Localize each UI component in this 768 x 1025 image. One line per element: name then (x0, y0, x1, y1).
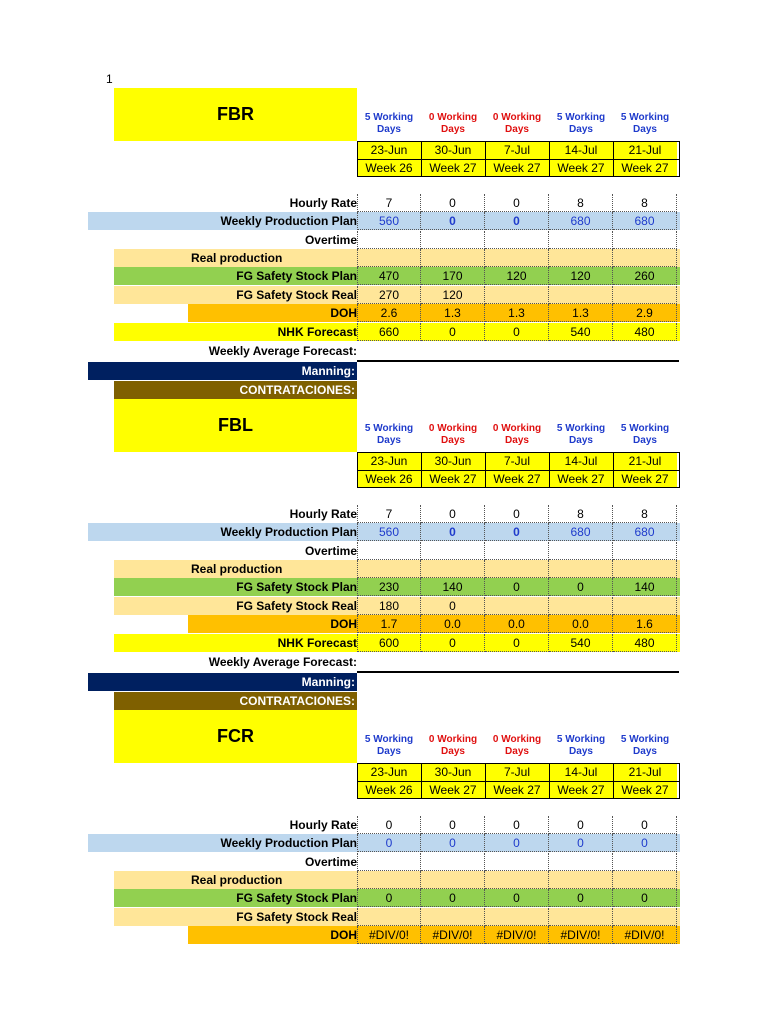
section-title: FBL (114, 399, 357, 452)
working-days-header: 5 Working Days (620, 734, 670, 757)
week-cell[interactable]: Week 27 (421, 159, 485, 177)
fg-safety-stock-real-cell[interactable] (357, 908, 421, 926)
real-production-cell[interactable] (357, 871, 421, 889)
real-production-cell[interactable] (613, 249, 677, 267)
doh-cell[interactable]: 1.6 (613, 615, 677, 633)
header-divider (613, 452, 614, 488)
hourly-rate-cell[interactable]: 7 (357, 194, 421, 212)
date-cell[interactable]: 14-Jul (549, 452, 613, 470)
week-cell[interactable]: Week 27 (613, 470, 677, 488)
fg-safety-stock-real-label: FG Safety Stock Real (236, 288, 357, 302)
working-days-header: 0 Working Days (428, 734, 478, 757)
overtime-cell[interactable] (485, 542, 549, 560)
hourly-rate-label: Hourly Rate (289, 507, 357, 521)
fg-safety-stock-real-cell[interactable] (485, 908, 549, 926)
nhk-forecast-cell[interactable]: 540 (549, 323, 613, 341)
section-title: FBR (114, 88, 357, 141)
overtime-cell[interactable] (421, 542, 485, 560)
weekly-production-plan-cell[interactable]: 0 (485, 523, 549, 541)
working-days-header: 5 Working Days (556, 112, 606, 135)
header-divider (613, 141, 614, 177)
fg-safety-stock-plan-cell[interactable]: 170 (421, 267, 485, 285)
weekly-production-plan-label: Weekly Production Plan (220, 836, 357, 850)
doh-cell[interactable]: 1.3 (421, 304, 485, 322)
week-cell[interactable]: Week 27 (421, 781, 485, 799)
weekly-production-plan-cell[interactable]: 0 (485, 212, 549, 230)
hourly-rate-cell[interactable]: 8 (613, 505, 677, 523)
working-days-header: 5 Working Days (620, 112, 670, 135)
nhk-forecast-cell[interactable]: 600 (357, 634, 421, 652)
nhk-forecast-cell[interactable]: 0 (485, 634, 549, 652)
weekly-production-plan-cell[interactable]: 0 (613, 834, 677, 852)
hourly-rate-cell[interactable]: 0 (485, 194, 549, 212)
weekly-production-plan-cell[interactable]: 560 (357, 523, 421, 541)
date-cell[interactable]: 14-Jul (549, 763, 613, 781)
week-cell[interactable]: Week 27 (549, 781, 613, 799)
hourly-rate-cell[interactable]: 0 (549, 816, 613, 834)
section-fbl (0, 399, 768, 714)
working-days-header: 5 Working Days (620, 423, 670, 446)
weekly-production-plan-cell[interactable]: 560 (357, 212, 421, 230)
real-production-label: Real production (191, 562, 283, 576)
overtime-cell[interactable] (549, 542, 613, 560)
doh-label: DOH (330, 928, 357, 942)
real-production-cell[interactable] (357, 249, 421, 267)
page-number: 1 (106, 72, 113, 86)
hourly-rate-cell[interactable]: 7 (357, 505, 421, 523)
fg-safety-stock-plan-cell[interactable]: 260 (613, 267, 677, 285)
fg-safety-stock-plan-cell[interactable]: 0 (357, 889, 421, 907)
fg-safety-stock-plan-cell[interactable]: 0 (549, 889, 613, 907)
overtime-cell[interactable] (357, 231, 421, 249)
working-days-header: 0 Working Days (428, 423, 478, 446)
real-production-cell[interactable] (549, 871, 613, 889)
fg-safety-stock-plan-cell[interactable]: 0 (421, 889, 485, 907)
weekly-production-plan-cell[interactable]: 680 (549, 212, 613, 230)
header-divider (485, 763, 486, 799)
doh-cell[interactable]: 1.3 (549, 304, 613, 322)
week-cell[interactable]: Week 26 (357, 159, 421, 177)
hourly-rate-label: Hourly Rate (289, 196, 357, 210)
overtime-cell[interactable] (357, 542, 421, 560)
header-divider (421, 452, 422, 488)
fg-safety-stock-plan-cell[interactable]: 470 (357, 267, 421, 285)
nhk-forecast-label: NHK Forecast (277, 325, 357, 339)
doh-cell[interactable]: 1.3 (485, 304, 549, 322)
week-cell[interactable]: Week 26 (357, 470, 421, 488)
overtime-cell[interactable] (485, 231, 549, 249)
weekly-production-plan-cell[interactable]: 680 (549, 523, 613, 541)
weekly-production-plan-cell[interactable]: 0 (421, 834, 485, 852)
nhk-forecast-cell[interactable]: 0 (421, 634, 485, 652)
week-cell[interactable]: Week 26 (357, 781, 421, 799)
fg-safety-stock-real-cell[interactable] (549, 908, 613, 926)
fg-safety-stock-real-cell[interactable] (613, 597, 677, 615)
weekly-production-plan-cell[interactable]: 0 (549, 834, 613, 852)
real-production-label: Real production (191, 251, 283, 265)
weekly-production-plan-cell[interactable]: 680 (613, 523, 677, 541)
week-cell[interactable]: Week 27 (421, 470, 485, 488)
doh-cell[interactable]: 1.7 (357, 615, 421, 633)
date-cell[interactable]: 23-Jun (357, 141, 421, 159)
date-cell[interactable]: 30-Jun (421, 763, 485, 781)
forecast-underline (357, 671, 679, 673)
nhk-forecast-cell[interactable]: 0 (485, 323, 549, 341)
fg-safety-stock-plan-cell[interactable]: 230 (357, 578, 421, 596)
doh-cell[interactable]: 2.6 (357, 304, 421, 322)
fg-safety-stock-real-cell[interactable] (613, 908, 677, 926)
header-divider (613, 763, 614, 799)
fg-safety-stock-real-label: FG Safety Stock Real (236, 599, 357, 613)
real-production-cell[interactable] (421, 249, 485, 267)
overtime-cell[interactable] (549, 231, 613, 249)
date-cell[interactable]: 23-Jun (357, 763, 421, 781)
fg-safety-stock-plan-cell[interactable]: 140 (613, 578, 677, 596)
doh-cell[interactable]: #DIV/0! (613, 926, 677, 944)
hourly-rate-cell[interactable]: 8 (613, 194, 677, 212)
weekly-production-plan-label: Weekly Production Plan (220, 214, 357, 228)
weekly-production-plan-label: Weekly Production Plan (220, 525, 357, 539)
nhk-forecast-cell[interactable]: 540 (549, 634, 613, 652)
fg-safety-stock-real-label: FG Safety Stock Real (236, 910, 357, 924)
doh-label: DOH (330, 306, 357, 320)
date-cell[interactable]: 23-Jun (357, 452, 421, 470)
working-days-header: 0 Working Days (428, 112, 478, 135)
real-production-cell[interactable] (549, 560, 613, 578)
week-cell[interactable]: Week 27 (485, 470, 549, 488)
date-cell[interactable]: 7-Jul (485, 141, 549, 159)
date-cell[interactable]: 30-Jun (421, 452, 485, 470)
fg-safety-stock-plan-label: FG Safety Stock Plan (236, 891, 357, 905)
doh-cell[interactable]: 0.0 (549, 615, 613, 633)
working-days-header: 0 Working Days (492, 734, 542, 757)
working-days-header: 5 Working Days (364, 112, 414, 135)
fg-safety-stock-plan-cell[interactable]: 120 (549, 267, 613, 285)
real-production-cell[interactable] (613, 871, 677, 889)
date-cell[interactable]: 21-Jul (613, 763, 677, 781)
fg-safety-stock-plan-cell[interactable]: 0 (485, 889, 549, 907)
manning-label: Manning: (88, 673, 357, 691)
overtime-cell[interactable] (613, 853, 677, 871)
overtime-cell[interactable] (613, 542, 677, 560)
header-divider (485, 141, 486, 177)
overtime-label: Overtime (304, 855, 357, 869)
weekly-production-plan-cell[interactable]: 0 (421, 523, 485, 541)
fg-safety-stock-real-cell[interactable] (485, 286, 549, 304)
header-divider (549, 763, 550, 799)
hourly-rate-label: Hourly Rate (289, 818, 357, 832)
nhk-forecast-cell[interactable]: 660 (357, 323, 421, 341)
overtime-label: Overtime (304, 544, 357, 558)
week-cell[interactable]: Week 27 (485, 781, 549, 799)
working-days-header: 5 Working Days (364, 423, 414, 446)
fg-safety-stock-plan-label: FG Safety Stock Plan (236, 580, 357, 594)
hourly-rate-cell[interactable]: 0 (421, 505, 485, 523)
overtime-cell[interactable] (421, 231, 485, 249)
fg-safety-stock-plan-cell[interactable]: 0 (613, 889, 677, 907)
weekly-production-plan-cell[interactable]: 0 (485, 834, 549, 852)
date-cell[interactable]: 7-Jul (485, 452, 549, 470)
fg-safety-stock-real-cell[interactable]: 180 (357, 597, 421, 615)
fg-safety-stock-real-cell[interactable]: 120 (421, 286, 485, 304)
contrataciones-label: CONTRATACIONES: (114, 692, 357, 710)
working-days-header: 0 Working Days (492, 423, 542, 446)
real-production-cell[interactable] (485, 249, 549, 267)
overtime-cell[interactable] (421, 853, 485, 871)
hourly-rate-cell[interactable]: 0 (485, 816, 549, 834)
overtime-cell[interactable] (613, 231, 677, 249)
nhk-forecast-label: NHK Forecast (277, 636, 357, 650)
header-divider (421, 763, 422, 799)
fg-safety-stock-plan-cell[interactable]: 0 (485, 578, 549, 596)
forecast-underline (357, 360, 679, 362)
header-divider (549, 452, 550, 488)
real-production-cell[interactable] (357, 560, 421, 578)
fg-safety-stock-plan-label: FG Safety Stock Plan (236, 269, 357, 283)
header-divider (357, 470, 680, 471)
hourly-rate-cell[interactable]: 8 (549, 505, 613, 523)
week-cell[interactable]: Week 27 (613, 159, 677, 177)
fg-safety-stock-real-cell[interactable] (421, 908, 485, 926)
section-fcr (0, 710, 768, 1025)
doh-cell[interactable]: #DIV/0! (549, 926, 613, 944)
overtime-cell[interactable] (549, 853, 613, 871)
hourly-rate-cell[interactable]: 0 (357, 816, 421, 834)
header-divider (357, 159, 680, 160)
week-cell[interactable]: Week 27 (549, 159, 613, 177)
doh-cell[interactable]: 0.0 (421, 615, 485, 633)
manning-label: Manning: (88, 362, 357, 380)
working-days-header: 5 Working Days (556, 734, 606, 757)
header-divider (485, 452, 486, 488)
fg-safety-stock-real-cell[interactable]: 0 (421, 597, 485, 615)
doh-label: DOH (330, 617, 357, 631)
fg-safety-stock-plan-cell[interactable]: 140 (421, 578, 485, 596)
weekly-production-plan-cell[interactable]: 680 (613, 212, 677, 230)
fg-safety-stock-plan-cell[interactable]: 0 (549, 578, 613, 596)
section-fbr (0, 88, 768, 403)
hourly-rate-cell[interactable]: 0 (421, 194, 485, 212)
doh-cell[interactable]: #DIV/0! (357, 926, 421, 944)
week-cell[interactable]: Week 27 (613, 781, 677, 799)
weekly-production-plan-cell[interactable]: 0 (421, 212, 485, 230)
working-days-header: 5 Working Days (556, 423, 606, 446)
fg-safety-stock-real-cell[interactable] (549, 597, 613, 615)
weekly-average-forecast-label: Weekly Average Forecast: (208, 655, 357, 669)
working-days-header: 5 Working Days (364, 734, 414, 757)
nhk-forecast-cell[interactable]: 480 (613, 634, 677, 652)
date-cell[interactable]: 14-Jul (549, 141, 613, 159)
real-production-cell[interactable] (421, 871, 485, 889)
date-cell[interactable]: 7-Jul (485, 763, 549, 781)
doh-cell[interactable]: #DIV/0! (485, 926, 549, 944)
fg-safety-stock-real-cell[interactable] (485, 597, 549, 615)
date-cell[interactable]: 30-Jun (421, 141, 485, 159)
contrataciones-label: CONTRATACIONES: (114, 381, 357, 399)
date-cell[interactable]: 21-Jul (613, 141, 677, 159)
overtime-cell[interactable] (357, 853, 421, 871)
real-production-cell[interactable] (485, 560, 549, 578)
real-production-cell[interactable] (421, 560, 485, 578)
nhk-forecast-cell[interactable]: 480 (613, 323, 677, 341)
real-production-label: Real production (191, 873, 283, 887)
hourly-rate-cell[interactable]: 0 (613, 816, 677, 834)
working-days-header: 0 Working Days (492, 112, 542, 135)
overtime-label: Overtime (304, 233, 357, 247)
real-production-cell[interactable] (549, 249, 613, 267)
fg-safety-stock-real-cell[interactable] (613, 286, 677, 304)
nhk-forecast-cell[interactable]: 0 (421, 323, 485, 341)
hourly-rate-cell[interactable]: 0 (421, 816, 485, 834)
date-cell[interactable]: 21-Jul (613, 452, 677, 470)
doh-cell[interactable]: 0.0 (485, 615, 549, 633)
hourly-rate-cell[interactable]: 8 (549, 194, 613, 212)
doh-cell[interactable]: #DIV/0! (421, 926, 485, 944)
fg-safety-stock-real-cell[interactable]: 270 (357, 286, 421, 304)
weekly-average-forecast-label: Weekly Average Forecast: (208, 344, 357, 358)
real-production-cell[interactable] (485, 871, 549, 889)
header-divider (357, 781, 680, 782)
week-cell[interactable]: Week 27 (549, 470, 613, 488)
doh-cell[interactable]: 2.9 (613, 304, 677, 322)
hourly-rate-cell[interactable]: 0 (485, 505, 549, 523)
header-divider (421, 141, 422, 177)
overtime-cell[interactable] (485, 853, 549, 871)
weekly-production-plan-cell[interactable]: 0 (357, 834, 421, 852)
header-divider (549, 141, 550, 177)
fg-safety-stock-plan-cell[interactable]: 120 (485, 267, 549, 285)
real-production-cell[interactable] (613, 560, 677, 578)
fg-safety-stock-real-cell[interactable] (549, 286, 613, 304)
week-cell[interactable]: Week 27 (485, 159, 549, 177)
section-title: FCR (114, 710, 357, 763)
